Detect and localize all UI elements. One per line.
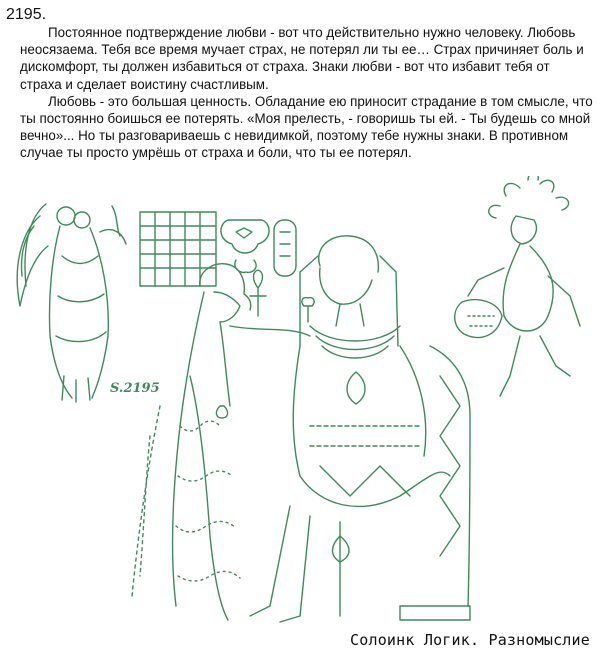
throne-chair [400, 346, 470, 620]
lattice-window [140, 212, 216, 286]
egyptian-woman [132, 264, 310, 620]
footer-signature: Солоинк Логик. Разномыслие [350, 631, 590, 649]
paragraph-1: Постоянное подтверждение любви - вот что действительно нужно человеку. Любовь неосязаема. Тебя все время мучает страх, не потерял ли ты ее… Страх причиняет боль и дискомфорт, ты должен избавиться от страха. Знаки любви - вот что избавит тебя от страха и сделает воистину счастливым. [20, 25, 584, 92]
vase-and-cartouche [221, 220, 296, 316]
page-number: 2195. [6, 6, 47, 23]
dancing-figure [455, 176, 580, 396]
text-block [20, 24, 594, 162]
paragraph-2: Любовь - это большая ценность. Обладание ею приносит страдание в том смысле, что ты постоянно боишься ее потерять. «Моя прелесть, - говоришь ты ей. - Ты будешь со мной вечно»... Но ты разговариваешь с невидимкой, поэтому тебе нужны знаки. В противном случае ты просто умрёшь от страха и боли, что ты ее потерял. [20, 93, 593, 161]
sketch-signature-mark: S.2195 [110, 381, 160, 396]
egyptian-man [250, 236, 450, 622]
angel-embrace-figure [17, 204, 126, 402]
illustration [0, 176, 600, 626]
